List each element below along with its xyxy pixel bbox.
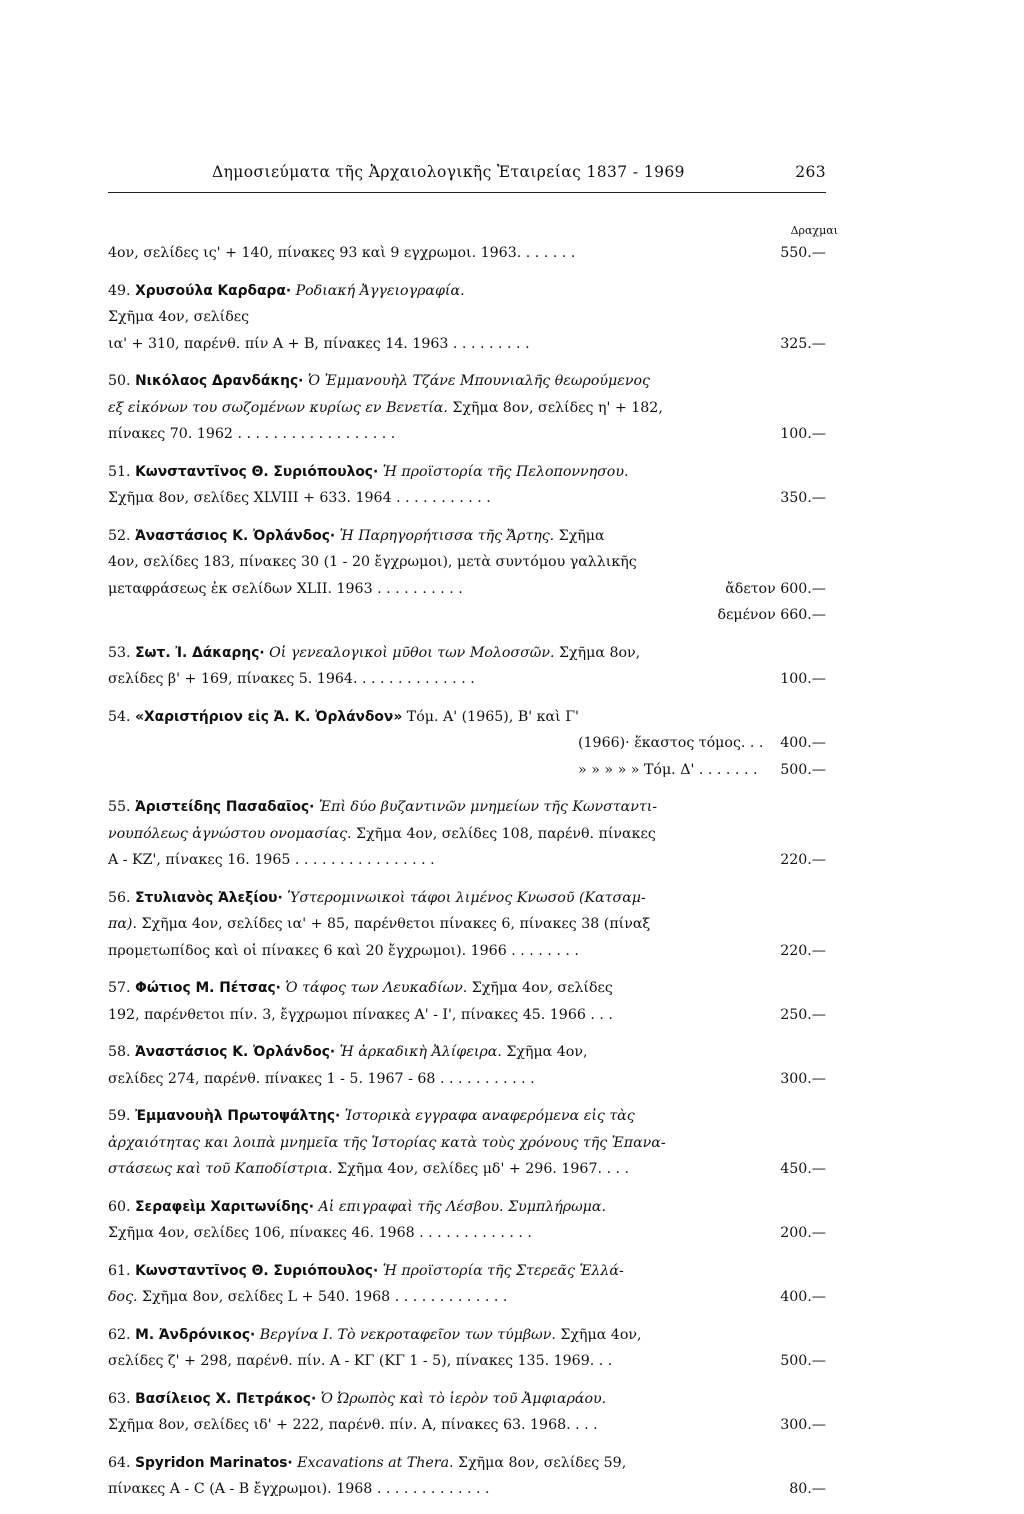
entry-author: Ἀριστείδης Πασαδαῖος·: [135, 799, 315, 815]
list-item: [108, 523, 826, 629]
entry-heading-line: [108, 523, 826, 550]
entry-text: εξ εἰκόνων του σωζομένων κυρίως εν Βενετία.: [108, 399, 448, 416]
entry-line: [108, 485, 826, 512]
entry-heading-line: [108, 278, 826, 305]
currency-heading: Δραχμαι: [790, 224, 838, 237]
entry-price: 220.—: [776, 938, 826, 965]
entry-number: 63.: [108, 1390, 131, 1407]
entry-details: Σχῆμα 8ον, σελίδες 59,: [453, 1454, 627, 1471]
entry-text: ια' + 310, παρένθ. πίν Α + Β, πίνακες 14. 1963 . . . . . . . . .: [108, 335, 530, 352]
entry-text: νουπόλεως ἀγνώστου ονομασίας.: [108, 825, 352, 842]
entry-author: Spyridon Marinatos·: [135, 1454, 293, 1471]
list-item: [108, 794, 826, 874]
running-title: Δημοσιεύματα τῆς Ἀρχαιολογικῆς Ἑταιρείας 1837 - 1969: [212, 163, 685, 181]
entry-text: πα).: [108, 916, 137, 932]
entry-author: Ἀναστάσιος Κ. Ὀρλάνδος·: [135, 1044, 336, 1060]
entry-title: Ὁ Ὠρωπὸς καὶ τὸ ἱερὸν τοῦ Ἀμφιαράου.: [320, 1390, 607, 1407]
entry-title: Αἱ επιγραφαὶ τῆς Λέσβου. Συμπλήρωμα.: [318, 1198, 606, 1215]
entry-text: σελίδες 274, παρένθ. πίνακες 1 - 5. 1967 - 68 . . . . . . . . . . .: [108, 1070, 535, 1087]
entry-line: [108, 1284, 826, 1311]
entry-heading-line: [108, 794, 826, 821]
entry-price: 350.—: [776, 485, 826, 512]
entry-price: ἄδετον 600.—: [721, 576, 826, 603]
entry-line: [108, 1002, 826, 1029]
list-item: [108, 1103, 826, 1183]
entry-text: 192, παρένθετοι πίν. 3, ἔγχρωμοι πίνακες Α' - Ι', πίνακες 45. 1966 . . .: [108, 1006, 613, 1023]
entry-text: μεταφράσεως ἐκ σελίδων XLII. 1963 . . . . . . . . . .: [108, 580, 463, 597]
entry-text: (1966)· ἕκαστος τόμος. . .: [578, 735, 764, 751]
entry-text: πίνακες 70. 1962 . . . . . . . . . . . . . . . . . .: [108, 426, 396, 442]
entry-author: Σεραφεὶμ Χαριτωνίδης·: [135, 1198, 315, 1215]
entry-number: 53.: [108, 644, 131, 661]
list-item: [108, 278, 826, 358]
entry-line: [108, 1476, 826, 1503]
entry-number: 60.: [108, 1198, 131, 1215]
entry-title: Ἡ προϊστορία τῆς Στερεᾶς Ἑλλά-: [382, 1262, 624, 1279]
entry-line: [108, 911, 826, 938]
entry-title: Ὑστερομινωικοὶ τάφοι λιμένος Κνωσοῦ (Κατσαμ-: [287, 889, 646, 906]
entry-line: [108, 1412, 826, 1439]
entry-line: [108, 1066, 826, 1093]
entry-heading-line: [108, 459, 826, 486]
entry-text: 4ον, σελίδες ις' + 140, πίνακες 93 καὶ 9 εγχρωμοι. 1963. . . . . . .: [108, 245, 576, 261]
list-item: [108, 1258, 826, 1311]
entry-details: Σχῆμα: [554, 527, 605, 544]
list-item: [108, 885, 826, 965]
entry-heading-line: [108, 1322, 826, 1349]
list-item: [108, 1386, 826, 1439]
entry-text: στάσεως καὶ τοῦ Καποδίστρια.: [108, 1161, 333, 1177]
entry-price: 80.—: [785, 1476, 826, 1503]
entry-number: 57.: [108, 980, 131, 996]
entry-heading-line: [108, 1039, 826, 1066]
list-item: [108, 368, 826, 448]
entry-title: Βεργίνα Ι. Τὸ νεκροταφεῖον των τύμβων.: [259, 1326, 556, 1343]
entry-heading-line: [108, 704, 826, 731]
entry-heading-line: [108, 885, 826, 912]
entry-author: Σωτ. Ἰ. Δάκαρης·: [135, 644, 265, 661]
entry-text: σελίδες β' + 169, πίνακες 5. 1964. . . . . . . . . . . . . .: [108, 671, 475, 687]
entry-line: [108, 240, 826, 267]
entry-price: 100.—: [776, 666, 826, 693]
entry-author: Ἐμμανουὴλ Πρωτοψάλτης·: [135, 1108, 341, 1124]
entry-heading-line: [108, 1103, 826, 1130]
page-number: 263: [795, 163, 826, 181]
entry-price: 325.—: [776, 331, 826, 358]
entry-price: 550.—: [776, 240, 826, 267]
entry-price: 100.—: [776, 421, 826, 448]
entry-line: [108, 1348, 826, 1375]
entry-details: Σχῆμα 4ον, σελίδες ια' + 85, παρένθετοι πίνακες 6, πίνακες 38 (πίναξ: [136, 916, 651, 932]
entry-author: Χρυσούλα Καρδαρα·: [135, 282, 292, 299]
entry-text: » » » » » Τόμ. Δ' . . . . . . .: [578, 761, 758, 778]
entry-number: 58.: [108, 1044, 131, 1060]
list-item: [108, 704, 826, 784]
entry-line: [108, 421, 826, 448]
entry-title: Ὁ Ἐμμανουὴλ Τζάνε Μπουνιαλῆς θεωρούμενος: [307, 373, 650, 389]
entry-details: Τόμ. Α' (1965), Β' καὶ Γ': [402, 708, 579, 725]
entry-author: Βασίλειος Χ. Πετράκος·: [135, 1390, 317, 1407]
entry-author: Φώτιος Μ. Πέτσας·: [135, 980, 281, 996]
entry-details: Σχῆμα 4ον, σελίδες: [467, 980, 613, 996]
entry-text: Σχῆμα 4ον, σελίδες: [108, 309, 250, 325]
entry-number: 55.: [108, 799, 131, 815]
entry-title: Ἡ ἀρκαδικὴ Ἀλίφειρα.: [339, 1044, 502, 1060]
header-rule: [108, 192, 826, 193]
entry-number: 50.: [108, 373, 131, 389]
entry-number: 61.: [108, 1262, 131, 1279]
entry-price: 250.—: [776, 1002, 826, 1029]
entry-details: Σχῆμα 8ον, σελίδες L + 540. 1968 . . . . . . . . . . . . .: [137, 1289, 508, 1305]
entry-text: πίνακες Α - C (Α - Β ἔγχρωμοι). 1968 . . . . . . . . . . . . .: [108, 1481, 490, 1497]
entry-text: Σχῆμα 8ον, σελίδες XLVIII + 633. 1964 . . . . . . . . . . .: [108, 490, 491, 506]
entry-line: [108, 549, 826, 576]
entry-title: Οἱ γενεαλογικοὶ μῦθοι των Μολοσσῶν.: [269, 644, 555, 661]
entry-text: προμετωπίδος καὶ οἱ πίνακες 6 καὶ 20 ἔγχρωμοι). 1966 . . . . . . . .: [108, 942, 579, 959]
entry-author: Νικόλαος Δρανδάκης·: [135, 373, 304, 389]
entry-price: 300.—: [776, 1066, 826, 1093]
entry-line: [108, 1220, 826, 1247]
entry-line: [108, 847, 826, 874]
entry-details: Σχῆμα 4ον, σελίδες 108, παρένθ. πίνακες: [351, 825, 656, 842]
list-item: [108, 1450, 826, 1503]
entry-heading-line: [108, 1194, 826, 1221]
entry-text: σελίδες ζ' + 298, παρένθ. πίν. Α - ΚΓ (ΚΓ 1 - 5), πίνακες 135. 1969. . .: [108, 1353, 613, 1369]
entry-text: ἀρχαιότητας και λοιπὰ μνημεῖα τῆς Ἱστορίας κατὰ τοὺς χρόνους τῆς Ἐπανα-: [108, 1134, 666, 1151]
entry-price: 500.—: [776, 757, 826, 784]
entry-author: Κωνσταντῖνος Θ. Συριόπουλος·: [135, 463, 379, 480]
entry-line: [108, 821, 826, 848]
entry-line: [108, 757, 826, 784]
entry-author: Μ. Ἀνδρόνικος·: [135, 1326, 256, 1343]
entry-title: Ὁ τάφος των Λευκαδίων.: [285, 980, 468, 996]
entry-title: Ἡ προϊστορία τῆς Πελοποννησου.: [382, 463, 629, 480]
entry-author: Κωνσταντῖνος Θ. Συριόπουλος·: [135, 1262, 379, 1279]
entry-author: «Χαριστήριον εἰς Ἀ. Κ. Ὀρλάνδον»: [135, 708, 403, 725]
list-item: [108, 1194, 826, 1247]
publication-list: [108, 240, 826, 1514]
entry-heading-line: [108, 1258, 826, 1285]
entry-line: [108, 938, 826, 965]
entry-price: 450.—: [776, 1156, 826, 1183]
entry-number: 54.: [108, 708, 131, 725]
list-item: [108, 1039, 826, 1092]
entry-title: Ἐπὶ δύο βυζαντινῶν μνημείων τῆς Κωνσταντι-: [318, 799, 658, 815]
entry-number: 52.: [108, 527, 131, 544]
entry-line: [108, 730, 826, 757]
entry-price: 220.—: [776, 847, 826, 874]
entry-heading-line: [108, 1450, 826, 1477]
entry-details: Σχῆμα 4ον,: [555, 1326, 642, 1343]
entry-author: Ἀναστάσιος Κ. Ὀρλάνδος·: [135, 527, 336, 544]
entry-price: 400.—: [776, 1284, 826, 1311]
entry-text: δος.: [108, 1289, 138, 1305]
entry-details: Σχῆμα 8ον,: [554, 644, 641, 661]
entry-heading-line: [108, 975, 826, 1002]
list-item: [108, 459, 826, 512]
entry-number: 59.: [108, 1108, 131, 1124]
entry-heading-line: [108, 368, 826, 395]
entry-number: 64.: [108, 1454, 131, 1471]
list-item: [108, 975, 826, 1028]
entry-price: 400.—: [776, 730, 826, 757]
entry-title: Ἡ Παρηγορήτισσα τῆς Ἄρτης.: [339, 527, 555, 544]
entry-title: Ἱστορικὰ εγγραφα αναφερόμενα εἰς τὰς: [344, 1108, 635, 1124]
entry-details: Σχῆμα 4ον,: [501, 1044, 588, 1060]
entry-text: Α - ΚΖ', πίνακες 16. 1965 . . . . . . . . . . . . . . . .: [108, 852, 435, 868]
entry-text: 4ον, σελίδες 183, πίνακες 30 (1 - 20 ἔγχρωμοι), μετὰ συντόμου γαλλικῆς: [108, 554, 637, 570]
entry-heading-line: [108, 640, 826, 667]
entry-details: Σχῆμα 8ον, σελίδες η' + 182,: [447, 399, 663, 416]
entry-heading-line: [108, 1386, 826, 1413]
entry-details: Σχῆμα 4ον, σελίδες μδ' + 296. 1967. . . .: [332, 1161, 630, 1177]
entry-text: Σχῆμα 8ον, σελίδες ιδ' + 222, παρένθ. πίν. Α, πίνακες 63. 1968. . . .: [108, 1417, 598, 1433]
entry-text: Σχῆμα 4ον, σελίδες 106, πίνακες 46. 1968 . . . . . . . . . . . . .: [108, 1225, 532, 1241]
entry-number: 49.: [108, 282, 131, 299]
entry-number: 51.: [108, 463, 131, 480]
entry-line: [108, 1156, 826, 1183]
entry-line: [108, 576, 826, 603]
entry-line: [108, 395, 826, 422]
entry-line: [108, 1130, 826, 1157]
entry-line: [108, 304, 826, 331]
entry-line: [108, 602, 826, 629]
entry-price: δεμένον 660.—: [713, 602, 826, 629]
entry-number: 62.: [108, 1326, 131, 1343]
entry-author: Στυλιανὸς Ἀλεξίου·: [135, 889, 283, 906]
list-item: [108, 1322, 826, 1375]
entry-number: 56.: [108, 889, 131, 906]
entry-line: [108, 666, 826, 693]
entry-price: 200.—: [776, 1220, 826, 1247]
entry-price: 300.—: [776, 1412, 826, 1439]
entry-line: [108, 331, 826, 358]
list-item: [108, 240, 826, 267]
entry-price: 500.—: [776, 1348, 826, 1375]
entry-title: Excavations at Thera.: [297, 1454, 454, 1471]
entry-title: Ροδιακή Ἀγγειογραφία.: [295, 282, 465, 299]
list-item: [108, 640, 826, 693]
